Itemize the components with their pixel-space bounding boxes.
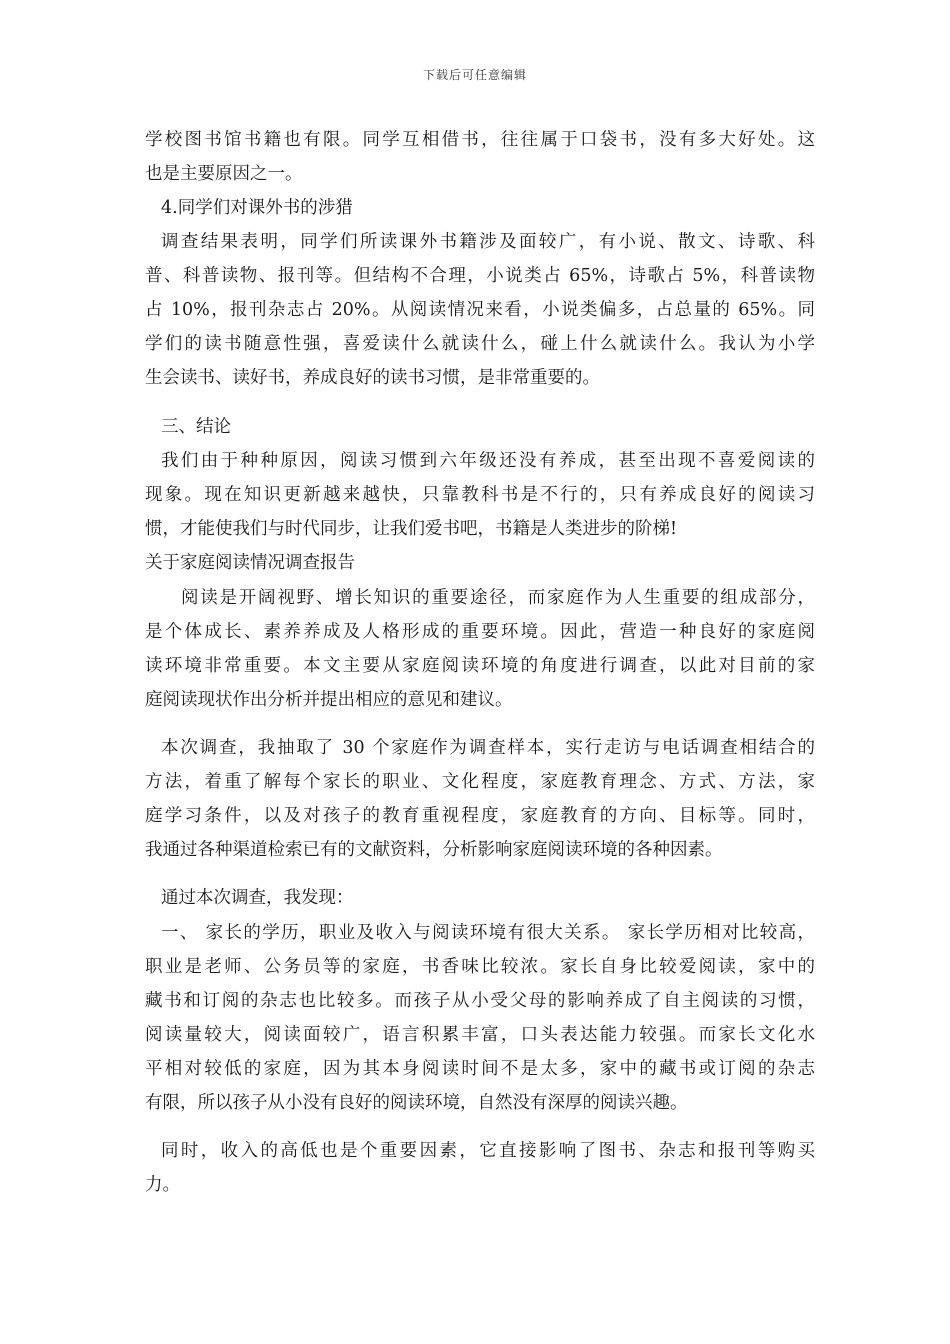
text-line: 一、 家长的学历，职业及收入与阅读环境有很大关系。 家长学历相对比较高， — [161, 923, 815, 943]
section-heading: 4.同学们对课外书的涉猎 — [161, 198, 353, 218]
text-line: 调查结果表明，同学们所读课外书籍涉及面较广，有小说、散文、诗歌、科 — [161, 232, 815, 252]
text-line: 读环境非常重要。本文主要从家庭阅读环境的角度进行调查，以此对目前的家 — [145, 656, 815, 676]
text-line: 现象。现在知识更新越来越快，只靠教科书是不行的，只有养成良好的阅读习 — [145, 485, 815, 505]
section-heading: 三、结论 — [161, 417, 231, 437]
text-line: 也是主要原因之一。 — [145, 164, 303, 184]
text-line: 通过本次调查，我发现： — [161, 888, 354, 908]
page-header: 下载后可任意编辑 — [422, 68, 527, 82]
text-line: 方法，着重了解每个家长的职业、文化程度，家庭教育理念、方式、方法，家 — [145, 772, 815, 792]
text-line: 庭学习条件，以及对孩子的教育重视程度，家庭教育的方向、目标等。同时， — [145, 806, 815, 826]
text-line: 我通过各种渠道检索已有的文献资料，分析影响家庭阅读环境的各种因素。 — [145, 840, 723, 860]
text-line: 阅读是开阔视野、增长知识的重要途径，而家庭作为人生重要的组成部分， — [181, 588, 815, 608]
text-line: 占 10%，报刊杂志占 20%。从阅读情况来看，小说类偏多，占总量的 65%。同 — [145, 300, 815, 320]
text-line: 力。 — [145, 1175, 180, 1195]
text-line: 惯，才能使我们与时代同步，让我们爱书吧，书籍是人类进步的阶梯! — [145, 519, 678, 539]
text-line: 同时，收入的高低也是个重要因素，它直接影响了图书、杂志和报刊等购买 — [161, 1141, 815, 1161]
text-line: 是个体成长、素养养成及人格形成的重要环境。因此，营造一种良好的家庭阅 — [145, 622, 815, 642]
document-title: 关于家庭阅读情况调查报告 — [145, 553, 355, 573]
text-line: 本次调查，我抽取了 30 个家庭作为调查样本，实行走访与电话调查相结合的 — [161, 738, 815, 758]
text-line: 我们由于种种原因，阅读习惯到六年级还没有养成，甚至出现不喜爱阅读的 — [161, 451, 815, 471]
text-line: 学校图书馆书籍也有限。同学互相借书，往往属于口袋书，没有多大好处。这 — [145, 130, 815, 150]
text-line: 平相对较低的家庭，因为其本身阅读时间不是太多，家中的藏书或订阅的杂志 — [145, 1059, 815, 1079]
text-line: 职业是老师、公务员等的家庭，书香味比较浓。家长自身比较爱阅读，家中的 — [145, 957, 815, 977]
text-line: 阅读量较大，阅读面较广，语言积累丰富，口头表达能力较强。而家长文化水 — [145, 1025, 815, 1045]
text-line: 庭阅读现状作出分析并提出相应的意见和建议。 — [145, 690, 513, 710]
text-line: 生会读书、读好书，养成良好的读书习惯，是非常重要的。 — [145, 368, 600, 388]
text-line: 普、科普读物、报刊等。但结构不合理，小说类占 65%，诗歌占 5%，科普读物 — [145, 266, 815, 286]
text-line: 藏书和订阅的杂志也比较多。而孩子从小受父母的影响养成了自主阅读的习惯， — [145, 991, 815, 1011]
text-line: 有限，所以孩子从小没有良好的阅读环境，自然没有深厚的阅读兴趣。 — [145, 1093, 688, 1113]
text-line: 学们的读书随意性强，喜爱读什么就读什么，碰上什么就读什么。我认为小学 — [145, 334, 815, 354]
